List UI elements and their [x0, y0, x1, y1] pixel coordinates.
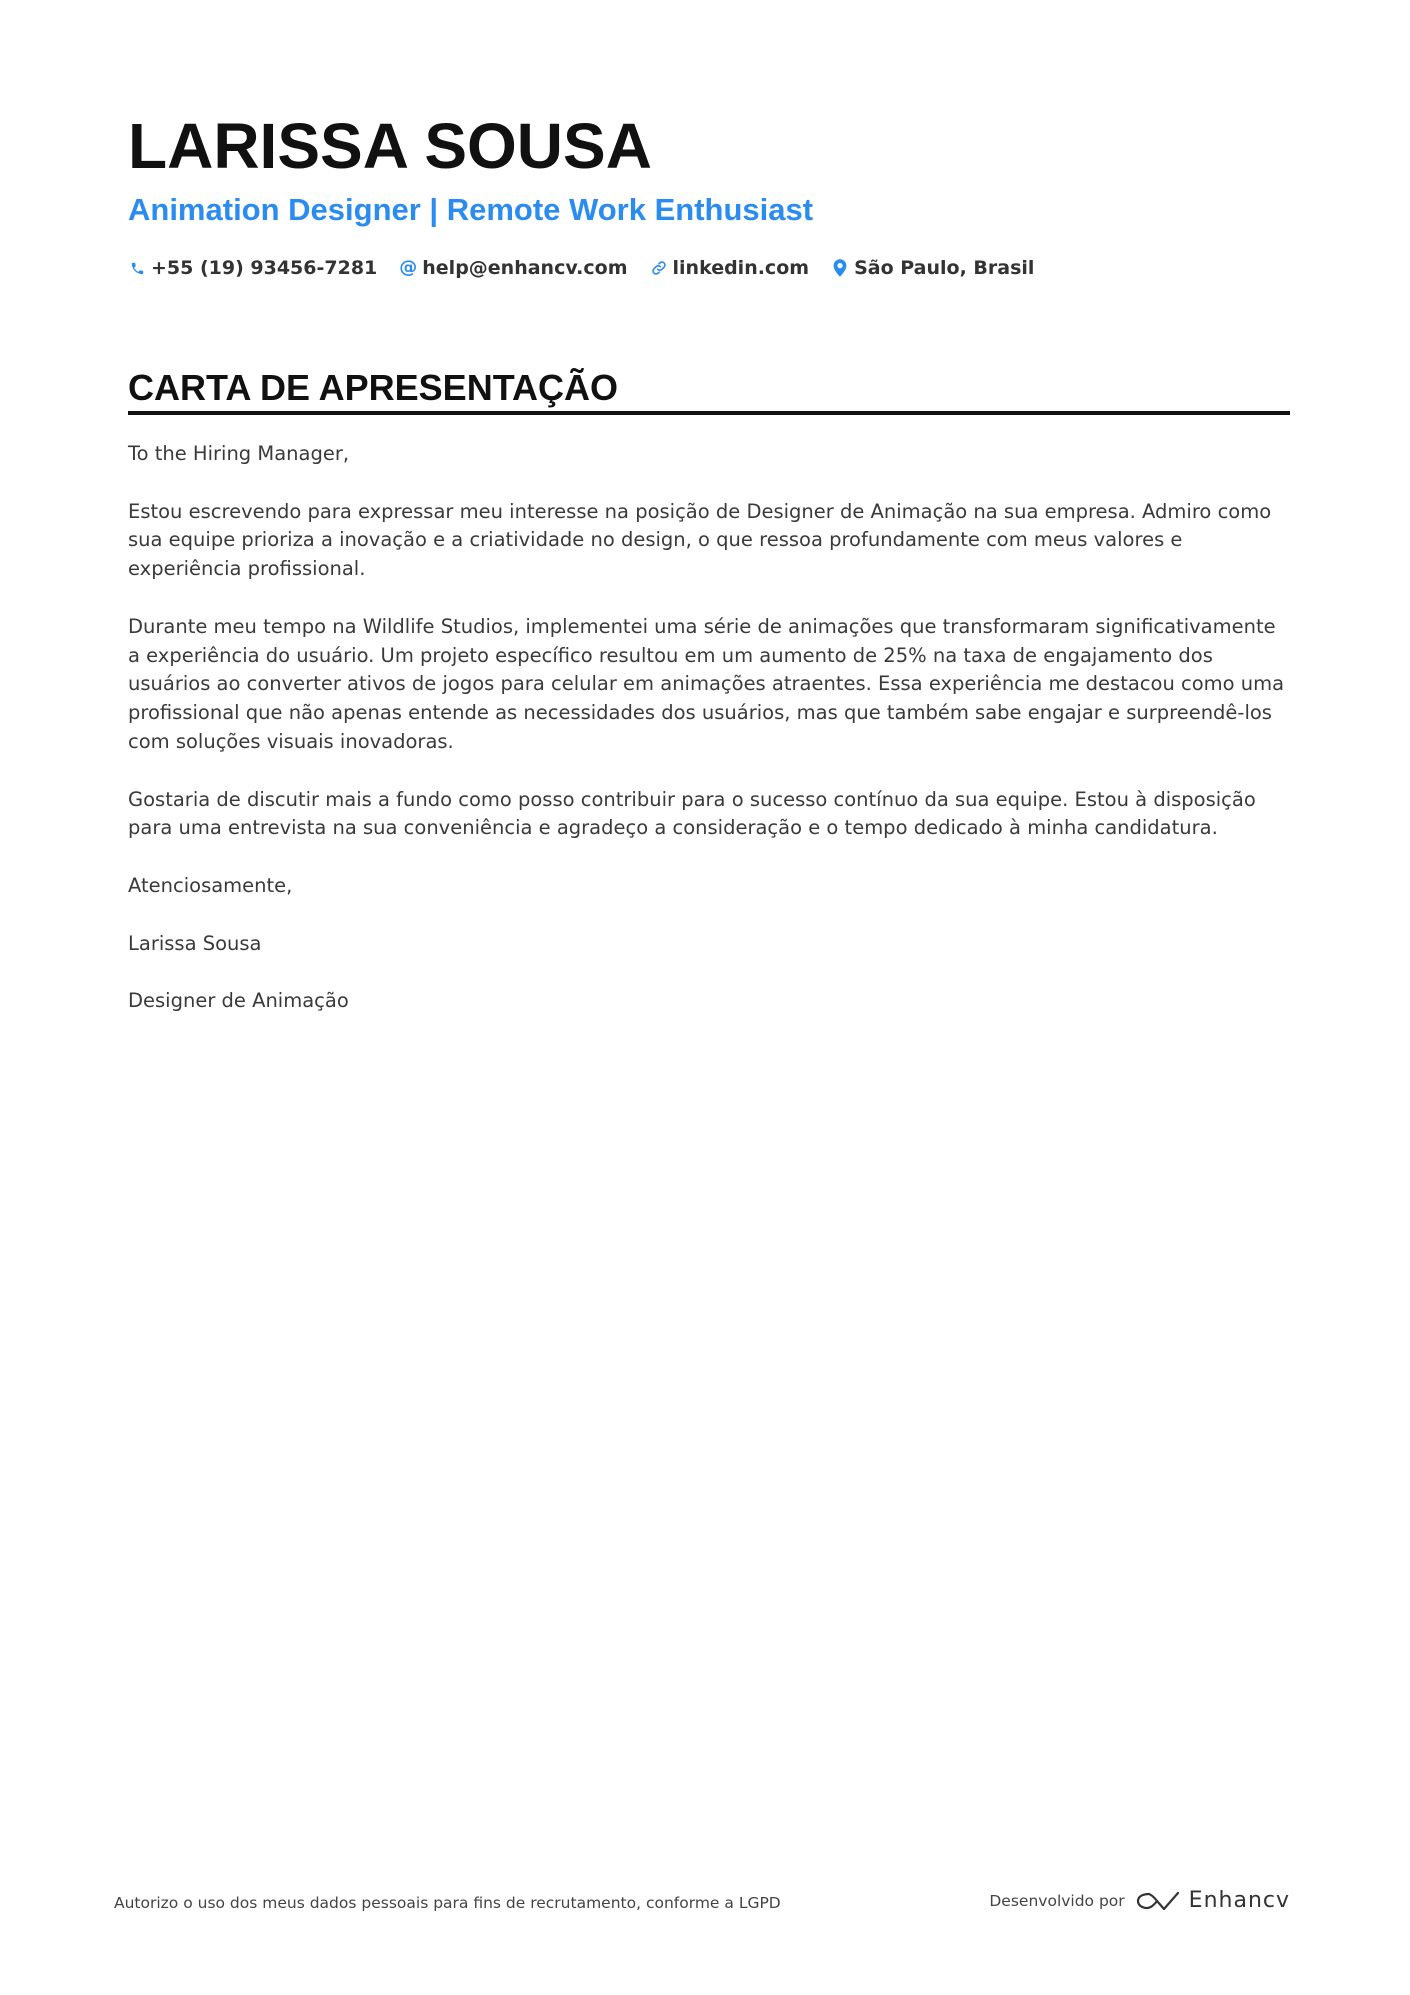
phone-icon: [128, 258, 146, 278]
brand-logo[interactable]: [1135, 1888, 1290, 1913]
contact-phone-text: +55 (19) 93456-7281: [151, 257, 378, 279]
contact-phone: [128, 257, 377, 279]
candidate-name: LARISSA SOUSA: [128, 110, 652, 182]
letter-body: [128, 440, 1290, 1045]
contact-bar: [128, 252, 1034, 284]
candidate-headline: Animation Designer | Remote Work Enthusiast: [128, 192, 814, 227]
at-icon: @: [399, 257, 418, 278]
signature-title: Designer de Animação: [128, 989, 349, 1013]
consent-note: Autorizo o uso dos meus dados pessoais para fins de recrutamento, conforme a LGPD: [114, 1894, 781, 1912]
link-icon: [650, 258, 668, 278]
letter-closing: Atenciosamente,: [128, 873, 293, 897]
map-pin-icon: [831, 258, 849, 278]
letter-paragraph: Durante meu tempo na Wildlife Studios, implementei uma série de animações que transformaram significativamente a experiência do usuário. Um projeto específico resultou em um aumento de 25% na taxa de engajamento dos usuários ao converter ativos de jogos para celular em animações atraentes. Essa experiência me destacou como uma profissional que não apenas entende as necessidades dos usuários, mas que também sabe engajar e surpreendê-los com soluções visuais inovadoras.: [128, 614, 1285, 753]
powered-by-label: Desenvolvido por: [989, 1891, 1125, 1910]
letter-paragraph: Estou escrevendo para expressar meu interesse na posição de Designer de Animação na sua empresa. Admiro como sua equipe prioriza a inovação e a criatividade no design, o que ressoa profundamente com meus valores e experiência profissional.: [128, 499, 1272, 581]
contact-linkedin[interactable]: [650, 257, 810, 279]
section-title: CARTA DE APRESENTAÇÃO: [128, 367, 619, 408]
enhancv-logo-icon: [1135, 1890, 1181, 1912]
letter-paragraph: Gostaria de discutir mais a fundo como posso contribuir para o sucesso contínuo da sua equipe. Estou à disposição para uma entrevista na sua conveniência e agradeço a consideração e o tempo dedicado à minha candidatura.: [128, 787, 1256, 840]
contact-location: [831, 257, 1034, 279]
brand-name[interactable]: Enhancv: [1188, 1888, 1290, 1913]
letter-greeting: To the Hiring Manager,: [128, 442, 350, 465]
section-divider: [128, 411, 1290, 415]
contact-email[interactable]: [399, 257, 627, 279]
powered-by[interactable]: [989, 1888, 1290, 1913]
signature-name: Larissa Sousa: [128, 931, 262, 955]
contact-location-text: São Paulo, Brasil: [854, 257, 1035, 279]
contact-email-text[interactable]: help@enhancv.com: [422, 257, 628, 279]
contact-linkedin-text[interactable]: linkedin.com: [672, 257, 810, 279]
